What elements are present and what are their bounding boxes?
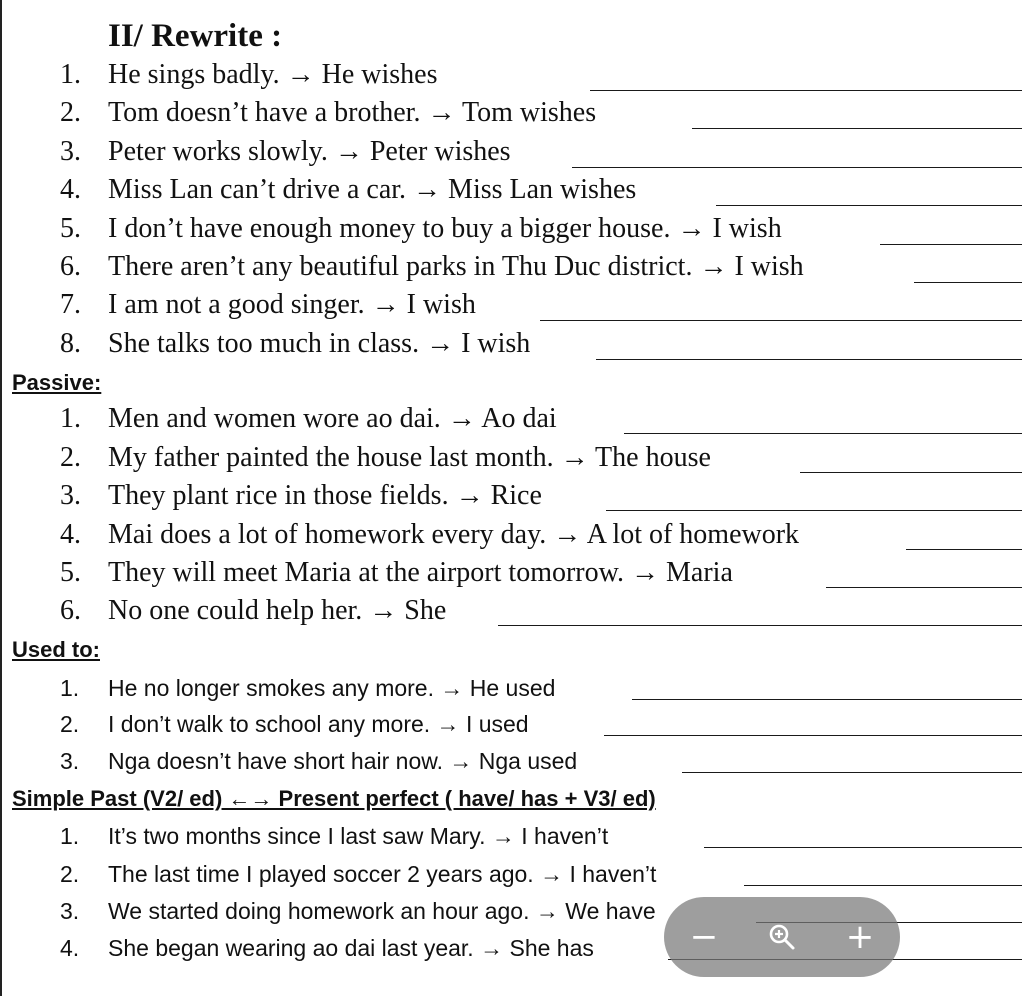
zoom-controls	[664, 897, 900, 977]
zoom-reset-button[interactable]	[752, 897, 812, 977]
item-text: No one could help her. → She	[108, 595, 447, 626]
item-text: He no longer smokes any more. → He used	[108, 675, 556, 701]
item-text: Mai does a lot of homework every day. → A lot of homework	[108, 519, 800, 550]
item-number: 3.	[60, 748, 80, 774]
list-item	[0, 673, 1024, 711]
list-item	[0, 211, 1024, 249]
section-title-rewrite: II/ Rewrite :	[108, 18, 283, 54]
item-number: 1.	[60, 675, 80, 701]
answer-blank[interactable]	[624, 433, 1022, 434]
item-number: 4.	[60, 935, 80, 961]
item-number: 1.	[60, 59, 81, 90]
answer-blank[interactable]	[682, 772, 1022, 773]
list-item	[0, 859, 1024, 897]
list-item	[0, 478, 1024, 516]
item-number: 8.	[60, 328, 81, 359]
item-text: My father painted the house last month. → The house	[108, 442, 711, 473]
answer-blank[interactable]	[604, 735, 1022, 736]
item-number: 6.	[60, 251, 81, 282]
item-number: 2.	[60, 97, 81, 128]
item-text: The last time I played soccer 2 years ago. → I haven’t	[108, 861, 657, 887]
item-text: I don’t walk to school any more. → I used	[108, 711, 529, 737]
list-item	[0, 709, 1024, 747]
zoom-in-button[interactable]	[830, 897, 890, 977]
item-text: She talks too much in class. → I wish	[108, 328, 531, 359]
answer-blank[interactable]	[596, 359, 1022, 360]
answer-blank[interactable]	[744, 885, 1022, 886]
zoom-in-icon: +	[845, 917, 875, 957]
section-heading-used-to: Used to:	[12, 637, 100, 662]
answer-blank[interactable]	[632, 699, 1022, 700]
list-item	[0, 517, 1024, 555]
item-number: 2.	[60, 711, 80, 737]
item-number: 4.	[60, 519, 81, 550]
item-text: They plant rice in those fields. → Rice	[108, 480, 542, 511]
item-text: There aren’t any beautiful parks in Thu Duc district. → I wish	[108, 251, 804, 282]
answer-blank[interactable]	[692, 128, 1022, 129]
section-heading-simple-past: Simple Past (V2/ ed) ←→ Present perfect ( have/ has + V3/ ed)	[12, 786, 656, 811]
list-item	[0, 440, 1024, 478]
item-number: 5.	[60, 213, 81, 244]
list-item	[0, 287, 1024, 325]
list-item	[0, 746, 1024, 784]
answer-blank[interactable]	[826, 587, 1022, 588]
zoom-out-icon: −	[689, 917, 719, 957]
item-number: 3.	[60, 898, 80, 924]
zoom-out-button[interactable]	[674, 897, 734, 977]
answer-blank[interactable]	[540, 320, 1022, 321]
item-text: We started doing homework an hour ago. → We have	[108, 898, 656, 924]
item-number: 2.	[60, 442, 81, 473]
list-item	[0, 57, 1024, 95]
item-number: 6.	[60, 595, 81, 626]
item-text: It’s two months since I last saw Mary. → I haven’t	[108, 823, 609, 849]
item-text: Nga doesn’t have short hair now. → Nga used	[108, 748, 578, 774]
item-number: 1.	[60, 403, 81, 434]
answer-blank[interactable]	[590, 90, 1022, 91]
answer-blank[interactable]	[704, 847, 1022, 848]
magnifier-icon	[767, 922, 797, 952]
list-item	[0, 95, 1024, 133]
item-text: I am not a good singer. → I wish	[108, 289, 476, 320]
list-item	[0, 172, 1024, 210]
item-number: 5.	[60, 557, 81, 588]
answer-blank[interactable]	[914, 282, 1022, 283]
item-text: I don’t have enough money to buy a bigger house. → I wish	[108, 213, 782, 244]
answer-blank[interactable]	[572, 167, 1022, 168]
item-number: 3.	[60, 136, 81, 167]
item-number: 3.	[60, 480, 81, 511]
list-item	[0, 326, 1024, 364]
item-text: They will meet Maria at the airport tomorrow. → Maria	[108, 557, 733, 588]
item-text: She began wearing ao dai last year. → She has	[108, 935, 594, 961]
item-text: Tom doesn’t have a brother. → Tom wishes	[108, 97, 597, 128]
list-item	[0, 555, 1024, 593]
section-heading-passive: Passive:	[12, 370, 102, 395]
item-number: 2.	[60, 861, 80, 887]
item-text: He sings badly. → He wishes	[108, 59, 438, 90]
answer-blank[interactable]	[906, 549, 1022, 550]
list-item	[0, 593, 1024, 631]
list-item	[0, 401, 1024, 439]
answer-blank[interactable]	[800, 472, 1022, 473]
list-item	[0, 134, 1024, 172]
item-text: Peter works slowly. → Peter wishes	[108, 136, 511, 167]
item-text: Miss Lan can’t drive a car. → Miss Lan wishes	[108, 174, 637, 205]
answer-blank[interactable]	[498, 625, 1022, 626]
item-number: 4.	[60, 174, 81, 205]
list-item	[0, 821, 1024, 859]
list-item	[0, 249, 1024, 287]
answer-blank[interactable]	[716, 205, 1022, 206]
item-text: Men and women wore ao dai. → Ao dai	[108, 403, 557, 434]
item-number: 1.	[60, 823, 80, 849]
answer-blank[interactable]	[606, 510, 1022, 511]
item-number: 7.	[60, 289, 81, 320]
answer-blank[interactable]	[880, 244, 1022, 245]
